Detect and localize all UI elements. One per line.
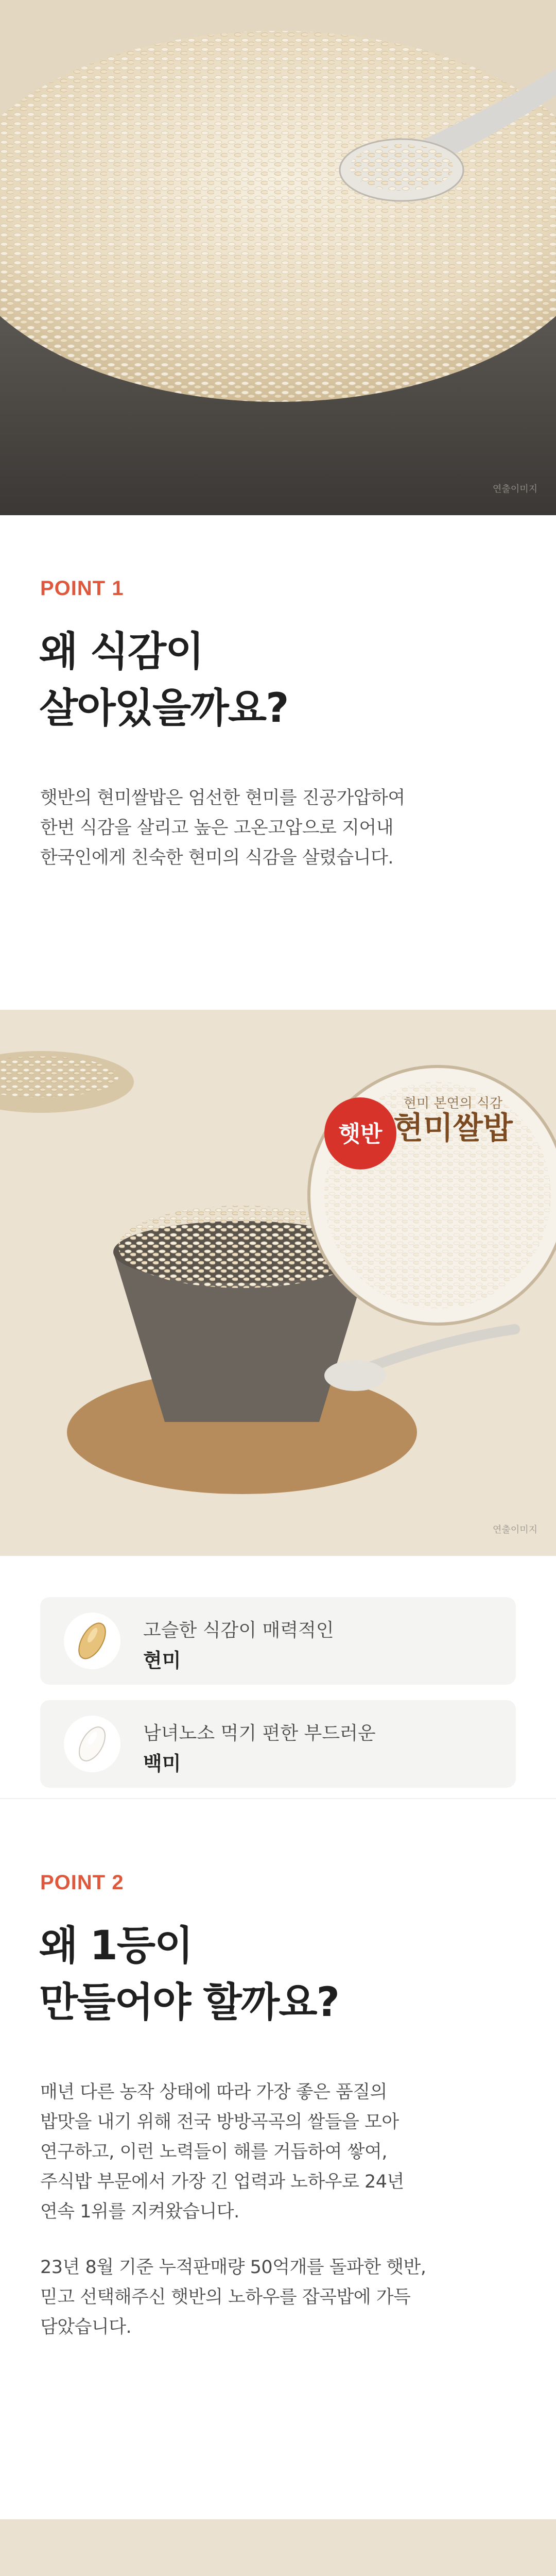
point2-body-line: 담았습니다. — [40, 2317, 132, 2337]
product-bowl-illustration — [0, 1010, 556, 1556]
card-white-rice-title: 백미 — [143, 1752, 181, 1775]
point2-body-line: 23년 8월 기준 누적판매량 50억개를 돌파한 햇반, — [40, 2257, 426, 2278]
point1-label: POINT 1 — [40, 577, 124, 600]
point2-body-paragraph1 — [40, 2077, 519, 2227]
hero-rice-bowl-illustration — [0, 0, 556, 515]
point2-headline-line1: 왜 1등이 — [39, 1923, 193, 1969]
brown-rice-grain-icon — [64, 1613, 120, 1669]
point2-label: POINT 2 — [40, 1871, 124, 1894]
point2-body-line: 연속 1위를 지켜왔습니다. — [40, 2201, 239, 2222]
photo-caption: 연출이미지 — [493, 484, 537, 495]
point2-body-line: 믿고 선택해주신 햇반의 노하우를 잡곡밥에 가득 — [40, 2287, 411, 2308]
point2-body-line: 매년 다른 농작 상태에 따라 가장 좋은 품질의 — [40, 2082, 387, 2103]
point1-body-line: 햇반의 현미쌀밥은 엄선한 현미를 진공가압하여 — [40, 788, 405, 808]
card-brown-rice-sub: 고슬한 식감이 매력적인 — [143, 1620, 334, 1641]
photo-caption: 연출이미지 — [493, 1524, 537, 1535]
point1-headline-line1: 왜 식감이 — [39, 629, 203, 675]
point1-body — [40, 783, 519, 873]
hero-rice-photo — [0, 0, 556, 515]
white-rice-grain-icon — [64, 1716, 120, 1772]
point2-body-line: 연구하고, 이런 노력들이 해를 거듭하여 쌓여, — [40, 2142, 387, 2162]
point1-section — [0, 515, 556, 1010]
point2-headline-line2: 만들어야 할까요? — [39, 1979, 339, 2026]
product-tray-illustration — [0, 2519, 556, 2576]
card-brown-rice — [40, 1597, 516, 1685]
card-white-rice — [40, 1700, 516, 1788]
point2-body-line: 주식밥 부문에서 가장 긴 업력과 노하우로 24년 — [40, 2172, 404, 2192]
point2-body-paragraph2 — [40, 2252, 519, 2342]
point2-body-line: 밥맛을 내기 위해 전국 방방곡곡의 쌀들을 모아 — [40, 2112, 399, 2132]
grain-cards-section — [0, 1556, 556, 1798]
point1-headline-line2: 살아있을까요? — [39, 685, 288, 732]
product1-name-text: 현미쌀밥 — [393, 1110, 513, 1146]
card-brown-rice-title: 현미 — [143, 1649, 181, 1672]
product-photo-2 — [0, 2519, 556, 2576]
product-photo-1 — [0, 1010, 556, 1556]
point1-body-line: 한국인에게 친숙한 현미의 식감을 살렸습니다. — [40, 848, 394, 868]
card-white-rice-sub: 남녀노소 먹기 편한 부드러운 — [143, 1723, 376, 1744]
point2-section — [0, 1798, 556, 2519]
product1-tagline-text: 현미 본연의 식감 — [403, 1096, 503, 1111]
point1-body-line: 한번 식감을 살리고 높은 고온고압으로 지어내 — [40, 818, 394, 838]
product1-logo-text: 햇반 — [338, 1121, 383, 1147]
